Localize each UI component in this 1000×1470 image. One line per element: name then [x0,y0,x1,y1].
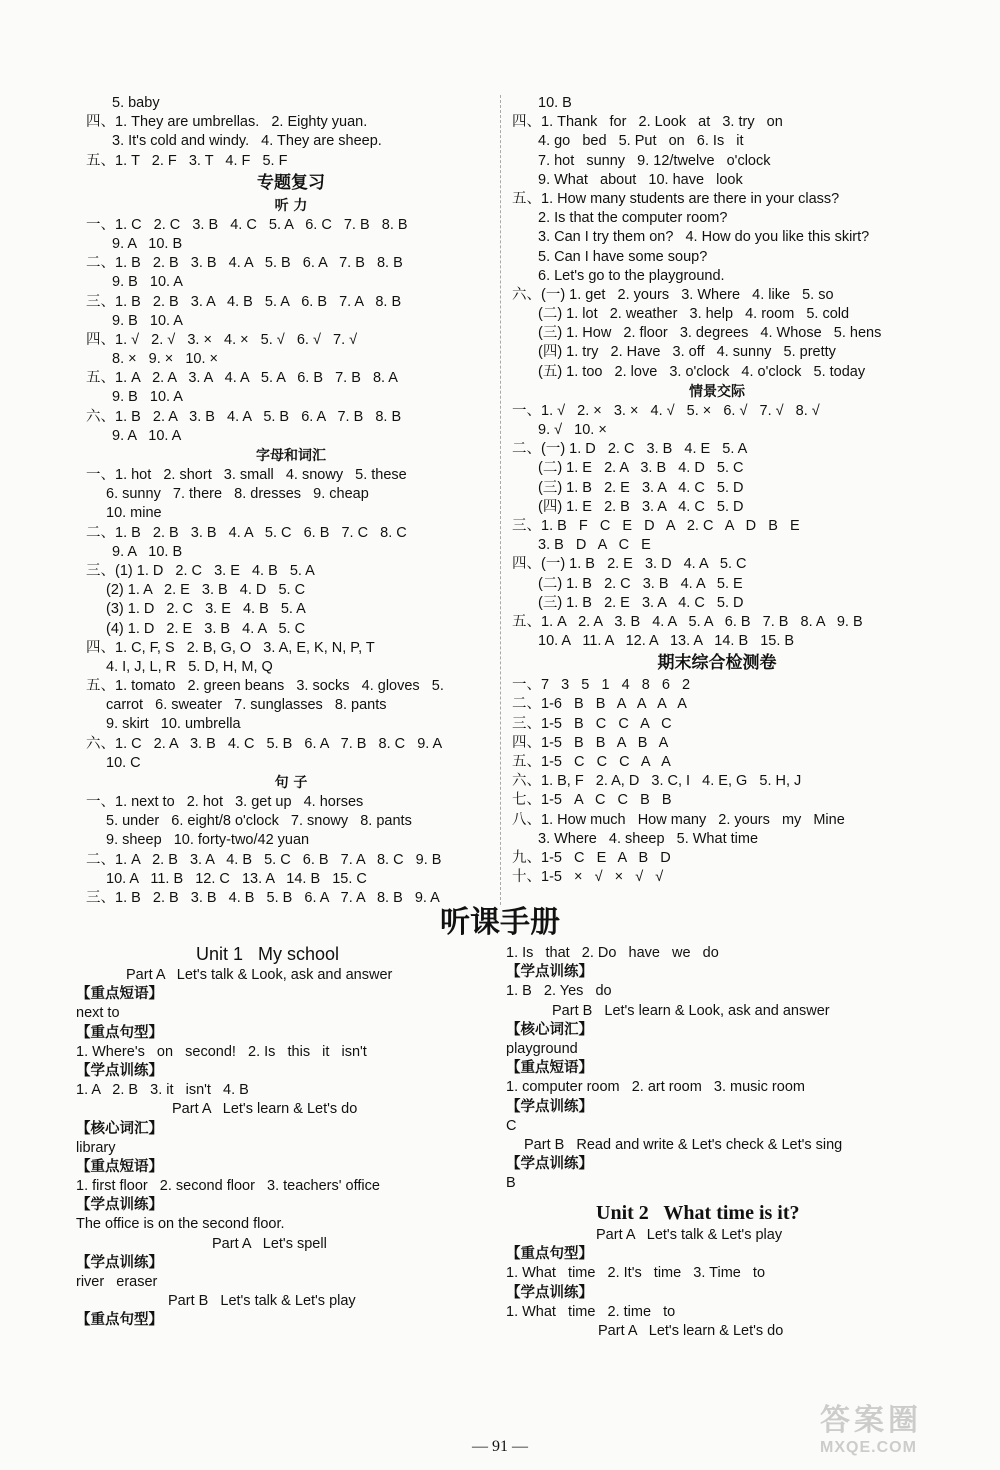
answer-line: 7. hot sunny 9. 12/twelve o'clock [538,152,771,169]
label-tag: 【重点句型】 [506,1246,593,1263]
section-heading-review: 专题复习 [257,172,325,193]
answer-line: 六、1. B, F 2. A, D 3. C, I 4. E, G 5. H, J [512,773,802,790]
answer-line: 一、1. √ 2. × 3. × 4. √ 5. × 6. √ 7. √ 8. √ [512,402,820,419]
answer-line: 一、1. hot 2. short 3. small 4. snowy 5. these [86,467,407,483]
answer-line: 9. A 10. B [112,235,183,252]
answer-line: 三、1-5 B C C A C [512,715,672,732]
label-tag: 【学点训练】 [506,1156,593,1173]
answer-line: 五、1. T 2. F 3. T 4. F 5. F [86,152,288,169]
answer-line: (三) 1. B 2. E 3. A 4. C 5. D [538,479,744,496]
answer-line: 四、1. Thank for 2. Look at 3. try on [512,114,783,131]
label-tag: 【重点句型】 [76,1024,163,1041]
answer-line: 10. mine [106,505,162,522]
answer-line: (二) 1. E 2. A 3. B 4. D 5. C [538,460,744,477]
answer-line: 1. computer room 2. art room 3. music room [506,1079,805,1096]
part-heading: Part A Let's talk & Let's play [596,1227,783,1243]
answer-line: 10. C [106,754,141,771]
section-heading-situational: 情景交际 [689,383,745,400]
answer-line: (四) 1. E 2. B 3. A 4. C 5. D [538,498,744,515]
answer-line: 6. sunny 7. there 8. dresses 9. cheap [106,486,369,503]
handbook-right-column-unit2 [506,1226,926,1341]
answer-line: 六、(一) 1. get 2. yours 3. Where 4. like 5. so [512,286,834,303]
answer-line: 3. B D A C E [538,537,651,554]
answer-line: 十、1-5 × √ × √ √ [512,869,664,886]
answer-line: 四、1. They are umbrellas. 2. Eighty yuan. [86,114,368,131]
answer-line: 三、1. B F C E D A 2. C A D B E [512,517,800,534]
answer-line: next to [76,1005,120,1022]
answer-line: 9. √ 10. × [538,422,607,438]
answer-line: 9. skirt 10. umbrella [106,716,241,733]
answer-line: 9. A 10. B [112,543,183,560]
column-divider [500,95,501,905]
answer-line: 6. Let's go to the playground. [538,267,725,284]
answer-line: 9. A 10. A [112,427,182,444]
answer-line: 1. first floor 2. second floor 3. teachers' office [76,1178,380,1195]
answer-line: 3. It's cold and windy. 4. They are sheep. [112,133,382,150]
answer-line: 一、7 3 5 1 4 8 6 2 [512,677,691,694]
answer-line: 1. Where's on second! 2. Is this it isn't [76,1043,367,1060]
answer-line: 9. sheep 10. forty-two/42 yuan [106,832,310,849]
part-heading: Part A Let's learn & Let's do [598,1322,784,1339]
answer-line: 二、(一) 1. D 2. C 3. B 4. E 5. A [512,441,748,458]
answer-line: 9. B 10. A [112,312,183,329]
part-heading: Part A Let's learn & Let's do [172,1101,358,1118]
label-tag: 【核心词汇】 [506,1021,593,1038]
answer-line: 三、1. B 2. B 3. B 4. B 5. B 6. A 7. A 8. B 9. A [86,889,440,906]
part-heading: Part B Let's learn & Look, ask and answer [552,1002,830,1019]
unit-2-title: Unit 2 What time is it? [596,1202,800,1224]
answer-line: (四) 1. try 2. Have 3. off 4. sunny 5. pretty [538,344,836,361]
left-column-answers [86,94,496,908]
label-tag: 【重点短语】 [76,986,163,1003]
watermark-url: MXQE.COM [820,1439,917,1456]
answer-line: 五、1. tomato 2. green beans 3. socks 4. gloves 5. [86,678,444,695]
answer-line: river eraser [76,1274,158,1290]
answer-line: 9. B 10. A [112,274,183,291]
unit-1-title: Unit 1 My school [196,944,340,964]
answer-line: 四、1. √ 2. √ 3. × 4. × 5. √ 6. √ 7. √ [86,331,358,348]
watermark-logo [820,1395,990,1465]
part-heading: Part A Let's spell [212,1235,327,1252]
section-heading-letters-words: 字母和词汇 [256,448,326,464]
right-column-answers [512,94,922,887]
label-tag: 【重点句型】 [76,1312,163,1329]
answer-line: 五、1. How many students are there in your class? [512,190,840,207]
answer-line: 5. baby [112,95,160,111]
answer-line: (三) 1. How 2. floor 3. degrees 4. Whose 5. hens [538,325,882,342]
answer-line: 1. What time 2. time to [506,1303,676,1320]
answer-line: 九、1-5 C E A B D [512,849,671,866]
label-tag: 【学点训练】 [76,1062,163,1079]
answer-line: 六、1. C 2. A 3. B 4. C 5. B 6. A 7. B 8. C 9. A [86,735,443,752]
answer-line: (三) 1. B 2. E 3. A 4. C 5. D [538,594,744,611]
part-heading: Part A Let's talk & Look, ask and answer [126,967,393,983]
page-number: — 91 — [472,1438,528,1455]
answer-line: 5. under 6. eight/8 o'clock 7. snowy 8. pants [106,813,412,830]
answer-line: 五、1-5 C C C A A [512,754,671,770]
answer-line: (4) 1. D 2. E 3. B 4. A 5. C [106,620,306,637]
answer-line: 3. Can I try them on? 4. How do you like this skirt? [538,229,870,246]
answer-line: 8. × 9. × 10. × [112,351,219,368]
answer-line: 4. go bed 5. Put on 6. Is it [538,133,744,150]
answer-line: 10. A 11. B 12. C 13. A 14. B 15. C [106,870,367,887]
part-heading: Part B Let's talk & Let's play [168,1293,356,1310]
answer-line: The office is on the second floor. [76,1216,285,1233]
answer-line: 2. Is that the computer room? [538,210,728,227]
answer-line: 五、1. A 2. A 3. B 4. A 5. A 6. B 7. B 8. A 9. B [512,613,863,630]
answer-line: 9. What about 10. have look [538,171,743,188]
label-tag: 【重点短语】 [506,1060,593,1077]
answer-line: 3. Where 4. sheep 5. What time [538,830,759,847]
answer-line: 10. A 11. A 12. A 13. A 14. B 15. B [538,633,795,650]
handbook-left-column [76,966,496,1331]
answer-line: library [76,1139,116,1156]
answer-line: 10. B [538,95,572,111]
answer-line: 四、1-5 B B A B A [512,734,669,751]
section-heading-listening: 听 力 [274,197,308,214]
label-tag: 【学点训练】 [506,964,593,981]
section-heading-handbook: 听课手册 [440,905,560,940]
answer-line: 三、(1) 1. D 2. C 3. E 4. B 5. A [86,562,315,579]
answer-line: 一、1. C 2. C 3. B 4. C 5. A 6. C 7. B 8. B [86,216,408,233]
answer-line: 二、1. B 2. B 3. B 4. A 5. B 6. A 7. B 8. B [86,255,403,272]
answer-line: 六、1. B 2. A 3. B 4. A 5. B 6. A 7. B 8. B [86,408,402,425]
answer-line: (五) 1. too 2. love 3. o'clock 4. o'clock 5. today [538,363,866,380]
answer-line: carrot 6. sweater 7. sunglasses 8. pants [106,697,387,714]
label-tag: 【学点训练】 [76,1197,163,1214]
label-tag: 【学点训练】 [76,1254,163,1271]
answer-line: 1. A 2. B 3. it isn't 4. B [76,1082,249,1099]
answer-line: 四、(一) 1. B 2. E 3. D 4. A 5. C [512,556,747,573]
answer-line: 一、1. next to 2. hot 3. get up 4. horses [86,794,364,810]
answer-line: 5. Can I have some soup? [538,248,708,265]
answer-line: 9. B 10. A [112,389,183,406]
answer-line: (3) 1. D 2. C 3. E 4. B 5. A [106,601,306,618]
answer-line: 1. What time 2. It's time 3. Time to [506,1265,766,1282]
answer-line: B [506,1175,516,1192]
answer-line: C [506,1117,517,1134]
answer-line: 二、1. B 2. B 3. B 4. A 5. C 6. B 7. C 8. C [86,524,407,541]
answer-line: 五、1. A 2. A 3. A 4. A 5. A 6. B 7. B 8. A [86,370,398,387]
label-tag: 【重点短语】 [76,1158,163,1175]
answer-line: 4. I, J, L, R 5. D, H, M, Q [106,658,273,675]
answer-line: 七、1-5 A C C B B [512,792,672,809]
answer-line: 1. Is that 2. Do have we do [506,945,719,961]
section-heading-sentences: 句 子 [274,775,308,791]
label-tag: 【核心词汇】 [76,1120,163,1137]
part-heading: Part B Read and write & Let's check & Let's sing [524,1136,843,1153]
answer-line: 二、1. A 2. B 3. A 4. B 5. C 6. B 7. A 8. C 9. B [86,851,442,868]
label-tag: 【学点训练】 [506,1098,593,1115]
handbook-right-column [506,944,926,1193]
watermark-text: 答案圈 [820,1404,922,1437]
answer-line: (2) 1. A 2. E 3. B 4. D 5. C [106,582,306,599]
answer-line: playground [506,1040,578,1057]
answer-line: (二) 1. B 2. C 3. B 4. A 5. E [538,575,743,592]
section-heading-final-exam: 期末综合检测卷 [657,653,777,674]
answer-line: (二) 1. lot 2. weather 3. help 4. room 5. cold [538,306,850,323]
answer-line: 1. B 2. Yes do [506,983,612,1000]
label-tag: 【学点训练】 [506,1284,593,1301]
answer-line: 二、1-6 B B A A A A [512,696,687,713]
answer-line: 四、1. C, F, S 2. B, G, O 3. A, E, K, N, P, T [86,639,375,656]
answer-line: 八、1. How much How many 2. yours my Mine [512,811,845,828]
answer-line: 三、1. B 2. B 3. A 4. B 5. A 6. B 7. A 8. B [86,293,402,310]
